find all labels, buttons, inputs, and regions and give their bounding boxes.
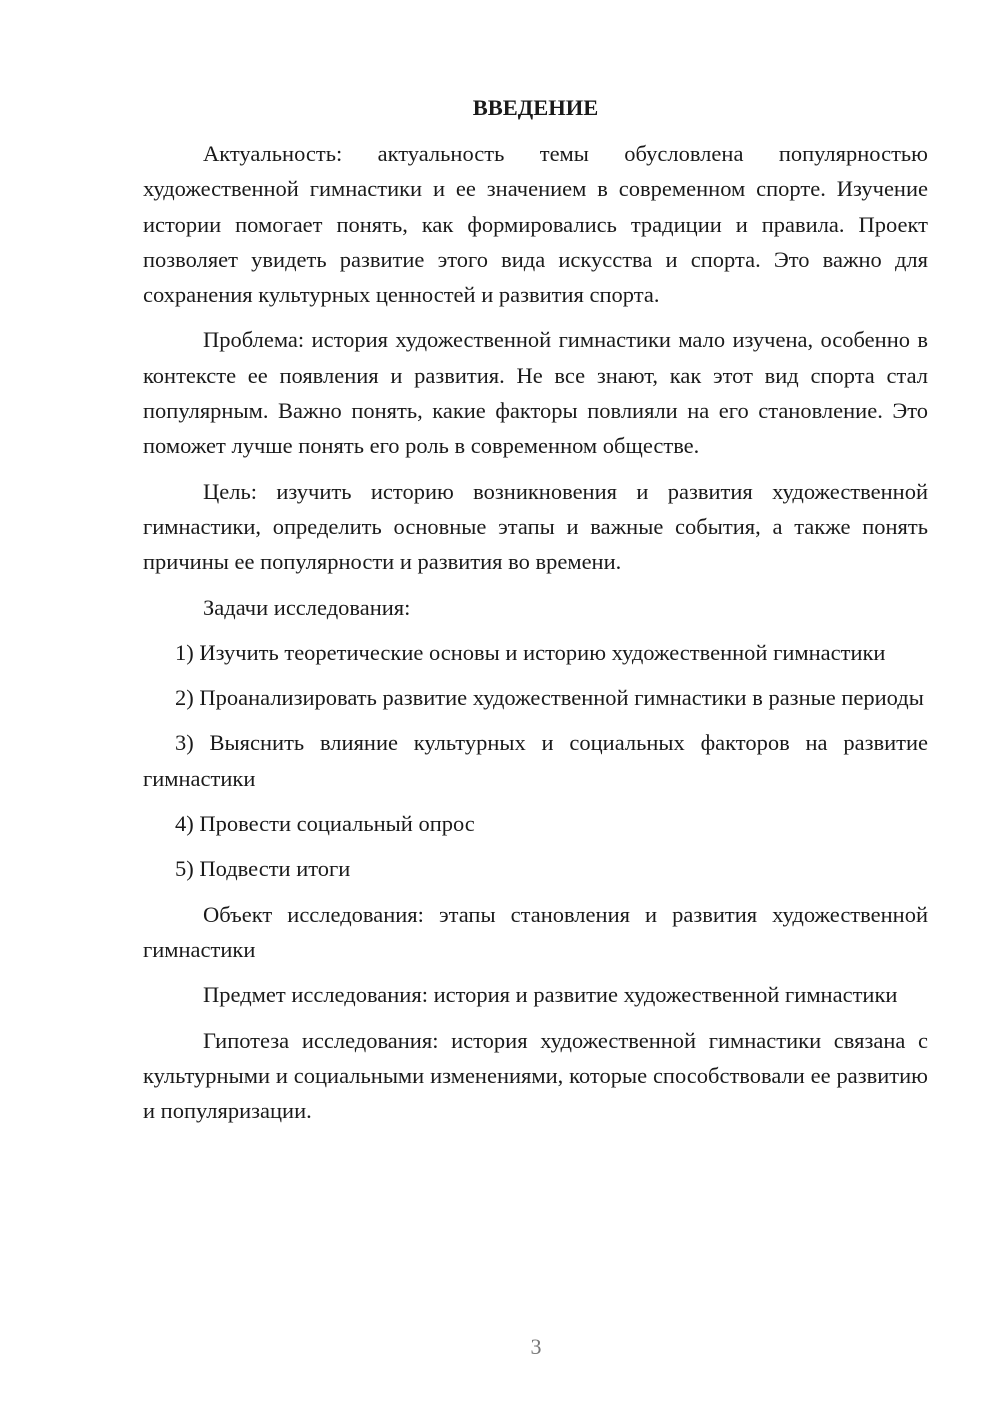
task-item-3: 3) Выяснить влияние культурных и социальных факторов на развитие гимнастики <box>143 730 928 791</box>
subject-paragraph: Предмет исследования: история и развитие художественной гимнастики <box>203 982 898 1008</box>
problem-paragraph: Проблема: история художественной гимнастики мало изучена, особенно в контексте ее появления и развития. Не все знают, как этот вид спорта стал популярным. Важно понять, какие факторы повлияли на его становление. Это поможет лучше понять его роль в современном обществе. <box>143 327 928 459</box>
tasks-heading: Задачи исследования: <box>203 594 411 620</box>
task-item-5: 5) Подвести итоги <box>175 856 351 882</box>
object-paragraph: Объект исследования: этапы становления и развития художественной гимнастики <box>143 901 928 962</box>
hypothesis-paragraph: Гипотеза исследования: история художественной гимнастики связана с культурными и социальными изменениями, которые способствовали ее развитию и популяризации. <box>143 1027 928 1124</box>
page-number: 3 <box>530 1334 542 1359</box>
task-item-2: 2) Проанализировать развитие художественной гимнастики в разные периоды <box>175 685 924 711</box>
task-item-4: 4) Провести социальный опрос <box>175 811 475 837</box>
relevance-paragraph: Актуальность: актуальность темы обусловлена популярностью художественной гимнастики и ее значением в современном спорте. Изучение истории помогает понять, как формировались традиции и правила. Проект позволяет увидеть развитие этого вида искусства и спорта. Это важно для сохранения культурных ценностей и развития спорта. <box>143 141 928 308</box>
task-item-1: 1) Изучить теоретические основы и историю художественной гимнастики <box>175 639 886 665</box>
goal-paragraph: Цель: изучить историю возникновения и развития художественной гимнастики, определить основные этапы и важные события, а также понять причины ее популярности и развития во времени. <box>143 478 928 575</box>
section-title: ВВЕДЕНИЕ <box>472 95 599 120</box>
document-page <box>143 88 928 1138</box>
